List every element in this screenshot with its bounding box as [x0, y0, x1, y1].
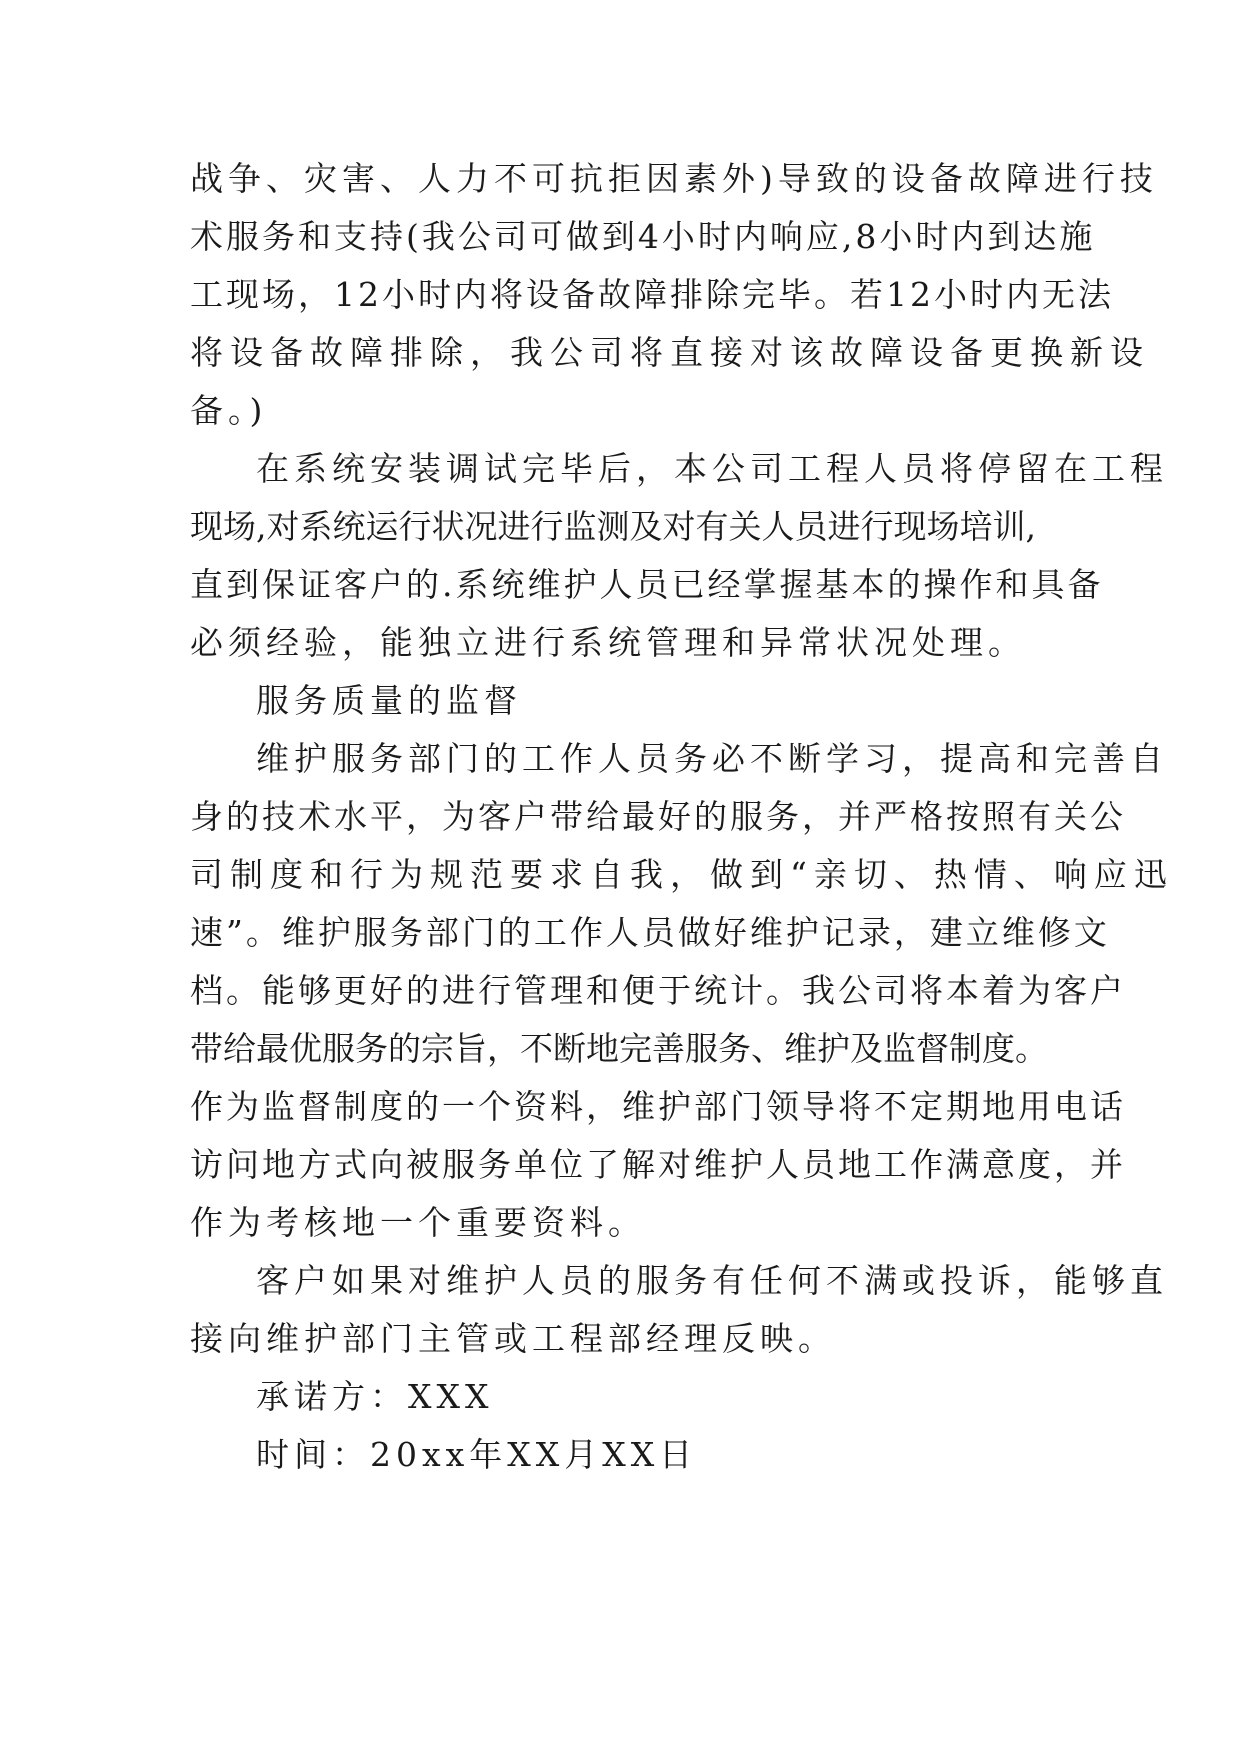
document-page [190, 150, 1174, 1484]
section-heading: 服务质量的监督 [256, 681, 522, 720]
text-line: 必须经验，能独立进行系统管理和异常状况处理。 [190, 623, 1026, 662]
text-line: 将设备故障排除，我公司将直接对该故障设备更换新设 [190, 333, 1150, 372]
text-line: 速”。维护服务部门的工作人员做好维护记录，建立维修文 [190, 913, 1110, 952]
text-line: 档。能够更好的进行管理和便于统计。我公司将本着为客户 [190, 971, 1126, 1010]
paragraph-start: 在系统安装调试完毕后，本公司工程人员将停留在工程 [256, 449, 1168, 488]
date-line: 时间：20xx年XX月XX日 [256, 1435, 698, 1474]
paragraph-start: 维护服务部门的工作人员务必不断学习，提高和完善自 [256, 739, 1168, 778]
text-line: 身的技术水平，为客户带给最好的服务，并严格按照有关公 [190, 797, 1126, 836]
text-line: 工现场，12小时内将设备故障排除完毕。若12小时内无法 [190, 275, 1114, 314]
text-line: 直到保证客户的.系统维护人员已经掌握基本的操作和具备 [190, 565, 1104, 604]
text-line: 作为考核地一个重要资料。 [190, 1203, 646, 1242]
text-line: 司制度和行为规范要求自我，做到“亲切、热情、响应迅 [190, 855, 1174, 894]
text-line: 接向维护部门主管或工程部经理反映。 [190, 1319, 836, 1358]
text-line: 备。) [190, 391, 268, 430]
text-line: 术服务和支持(我公司可做到4小时内响应,8小时内到达施 [190, 217, 1096, 256]
text-line: 战争、灾害、人力不可抗拒因素外)导致的设备故障进行技 [190, 159, 1158, 198]
signatory-line: 承诺方：XXX [256, 1377, 494, 1416]
paragraph-start: 客户如果对维护人员的服务有任何不满或投诉，能够直 [256, 1261, 1168, 1300]
text-line: 带给最优服务的宗旨，不断地完善服务、维护及监督制度。 [190, 1029, 1048, 1068]
text-line: 现场,对系统运行状况进行监测及对有关人员进行现场培训, [190, 507, 1036, 546]
text-line: 访问地方式向被服务单位了解对维护人员地工作满意度，并 [190, 1145, 1126, 1184]
text-line: 作为监督制度的一个资料，维护部门领导将不定期地用电话 [190, 1087, 1126, 1126]
